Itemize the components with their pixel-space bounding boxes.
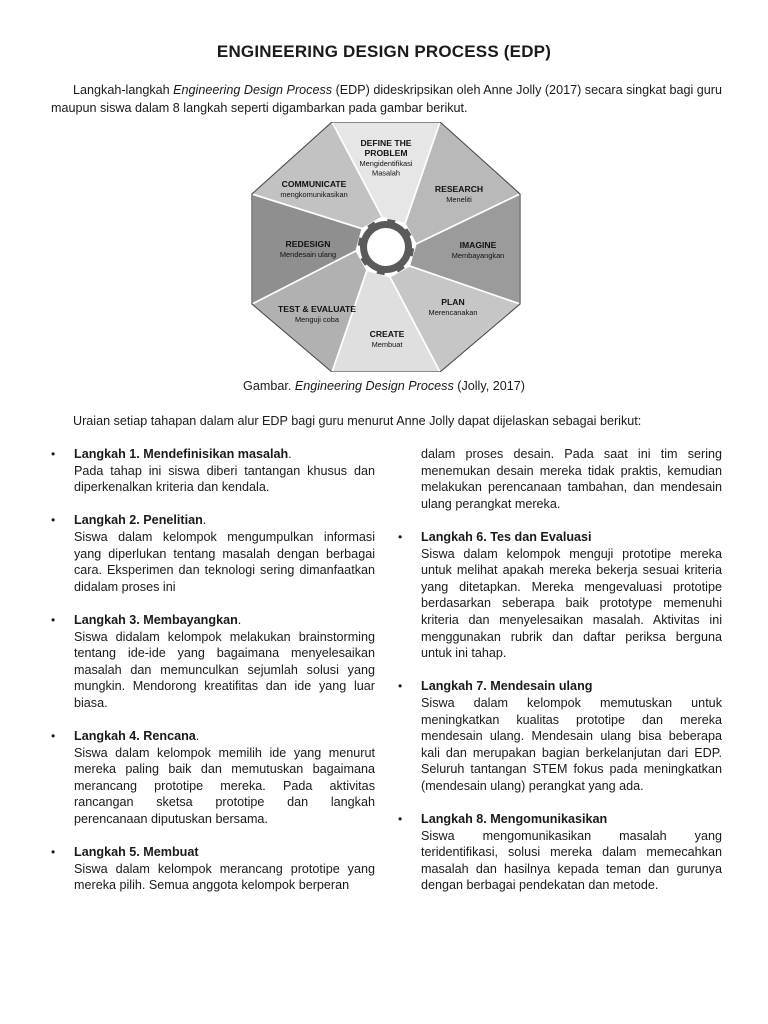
step-4-body: Siswa dalam kelompok memilih ide yang menurut mereka paling baik dan memutuskan bagaimana merancang prototipe mereka. Pada aktivitas rancangan sketsa prototipe dan langkah perencanaan diputuskan bersama. [74,745,375,827]
hub-gear-tooth [386,219,395,228]
caption-text-1: Gambar. [243,379,295,393]
step-3 [51,612,375,712]
step-3-title: Langkah 3. Membayangkan. [74,612,242,627]
step-2-title: Langkah 2. Penelitian. [74,513,207,528]
intro-emphasis: Engineering Design Process [173,83,333,97]
segment-label-plan: PLAN [441,297,465,307]
bullet-icon: • [51,845,56,860]
segment-label-define: Masalah [372,168,400,178]
left-column [51,446,375,911]
intro-text-1: Langkah-langkah [73,83,174,97]
hub-gear-tooth [358,238,367,247]
bullet-icon: • [398,812,403,827]
step-2-body: Siswa dalam kelompok mengumpulkan informasi yang diperlukan tentang masalah dengan berbagai cara. Eksperimen dan teknologi sering dimanfaatkan didalam proses ini [74,529,375,594]
caption-emphasis: Engineering Design Process [294,379,454,393]
step-6-body: Siswa dalam kelompok menguji prototipe mereka untuk melihat apakah mereka bekerja sesuai kriteria yang ditetapkan. Mereka mengevaluasi prototipe berdasarkan seberapa baik prototype memenuhi kriteria dan menyelesaikan masalah. Aktivitas ini menggunakan rubrik dan daftar periksa berguna untuk ini tahap. [421,546,722,661]
segment-label-create: Membuat [371,340,403,349]
step-8-title: Langkah 8. Mengomunikasikan [421,812,608,827]
step-2 [51,512,375,595]
intro-text-2: (EDP) dideskripsikan oleh Anne Jolly (2017) secara singkat bagi guru maupun siswa dalam 8 langkah seperti digambarkan pada gambar berikut. [51,83,722,115]
step-8-body: Siswa mengomunikasikan masalah yang teridentifikasi, solusi mereka dalam memecahkan masalah dan hasilnya kepada teman dan gurunya dengan berbagai pendekatan dan metode. [421,828,722,893]
bullet-icon: • [398,529,403,544]
figure-caption [0,379,768,393]
document-title: ENGINEERING DESIGN PROCESS (EDP) [216,42,552,61]
step-4-title: Langkah 4. Rencana. [74,729,200,744]
step-5-continued: dalam proses desain. Pada saat ini tim sering menemukan desain mereka tidak praktis, kemudian melakukan perencanaan tambahan, dan mendesain ulang perangkat mereka. [421,447,722,511]
segment-label-redesign: Mendesain ulang [279,250,337,259]
edp-octagon-diagram [250,122,522,372]
bullet-icon: • [51,513,56,528]
segment-label-communicate: mengkomunikasikan [280,190,348,199]
hub-center [367,228,405,266]
bullet-icon: • [398,679,403,694]
segment-label-plan: Merencanakan [428,308,478,317]
step-8 [398,811,722,894]
step-4 [51,728,375,828]
step-1-title: Langkah 1. Mendefinisikan masalah. [74,447,292,461]
bullet-icon: • [51,447,56,461]
intro-paragraph [51,81,722,117]
right-column [398,446,722,911]
segment-label-imagine: IMAGINE [459,240,497,250]
caption-text-2: (Jolly, 2017) [453,379,525,393]
segment-label-redesign: REDESIGN [285,239,331,249]
uraian-paragraph: Uraian setiap tahapan dalam alur EDP bagi guru menurut Anne Jolly dapat dijelaskan sebagai berikut: [73,414,642,428]
segment-label-test: TEST & EVALUATE [278,304,356,314]
step-1 [51,446,375,496]
segment-label-research: RESEARCH [434,184,484,194]
segment-label-communicate: COMMUNICATE [281,179,347,189]
step-3-body: Siswa didalam kelompok melakukan brainstorming tentang ide-ide yang bagaimana menyelesaikan masalah dan memunculkan sejumlah solusi yang mungkin. Mendorong kreatifitas dan ide yang luar biasa. [74,629,375,710]
step-6 [398,529,722,662]
step-5-title: Langkah 5. Membuat [74,845,199,860]
step-5-body: Siswa dalam kelompok merancang prototipe yang mereka pilih. Semua anggota kelompok berperan [74,861,375,893]
segment-label-research: Meneliti [446,195,472,204]
hub-gear-tooth [377,266,386,275]
step-5 [51,844,375,894]
hub-gear-tooth [405,247,414,256]
segment-label-define: Mengidentifikasi [359,159,413,168]
step-7-body: Siswa dalam kelompok memutuskan untuk meningkatkan kualitas prototipe dan mereka mendesain ulang. Mendesain ulang bisa beberapa kali dan merupakan bagian berkelanjutan dari EDP. Seluruh tantangan STEM fokus pada meningkatkan (mendesain ulang) perangkat yang ada. [421,695,722,793]
step-7-title: Langkah 7. Mendesain ulang [421,679,593,694]
segment-label-test: Menguji coba [295,315,339,324]
step-1-body: Pada tahap ini siswa diberi tantangan khusus dan diperkenalkan kriteria dan kendala. [74,463,375,495]
step-6-title: Langkah 6. Tes dan Evaluasi [421,529,592,544]
segment-label-create: CREATE [369,329,405,339]
segment-label-define: PROBLEM [364,148,408,158]
step-7 [398,678,722,794]
segment-label-imagine: Membayangkan [451,251,505,260]
bullet-icon: • [51,612,56,627]
segment-label-define: DEFINE THE [360,138,412,148]
bullet-icon: • [51,729,56,744]
